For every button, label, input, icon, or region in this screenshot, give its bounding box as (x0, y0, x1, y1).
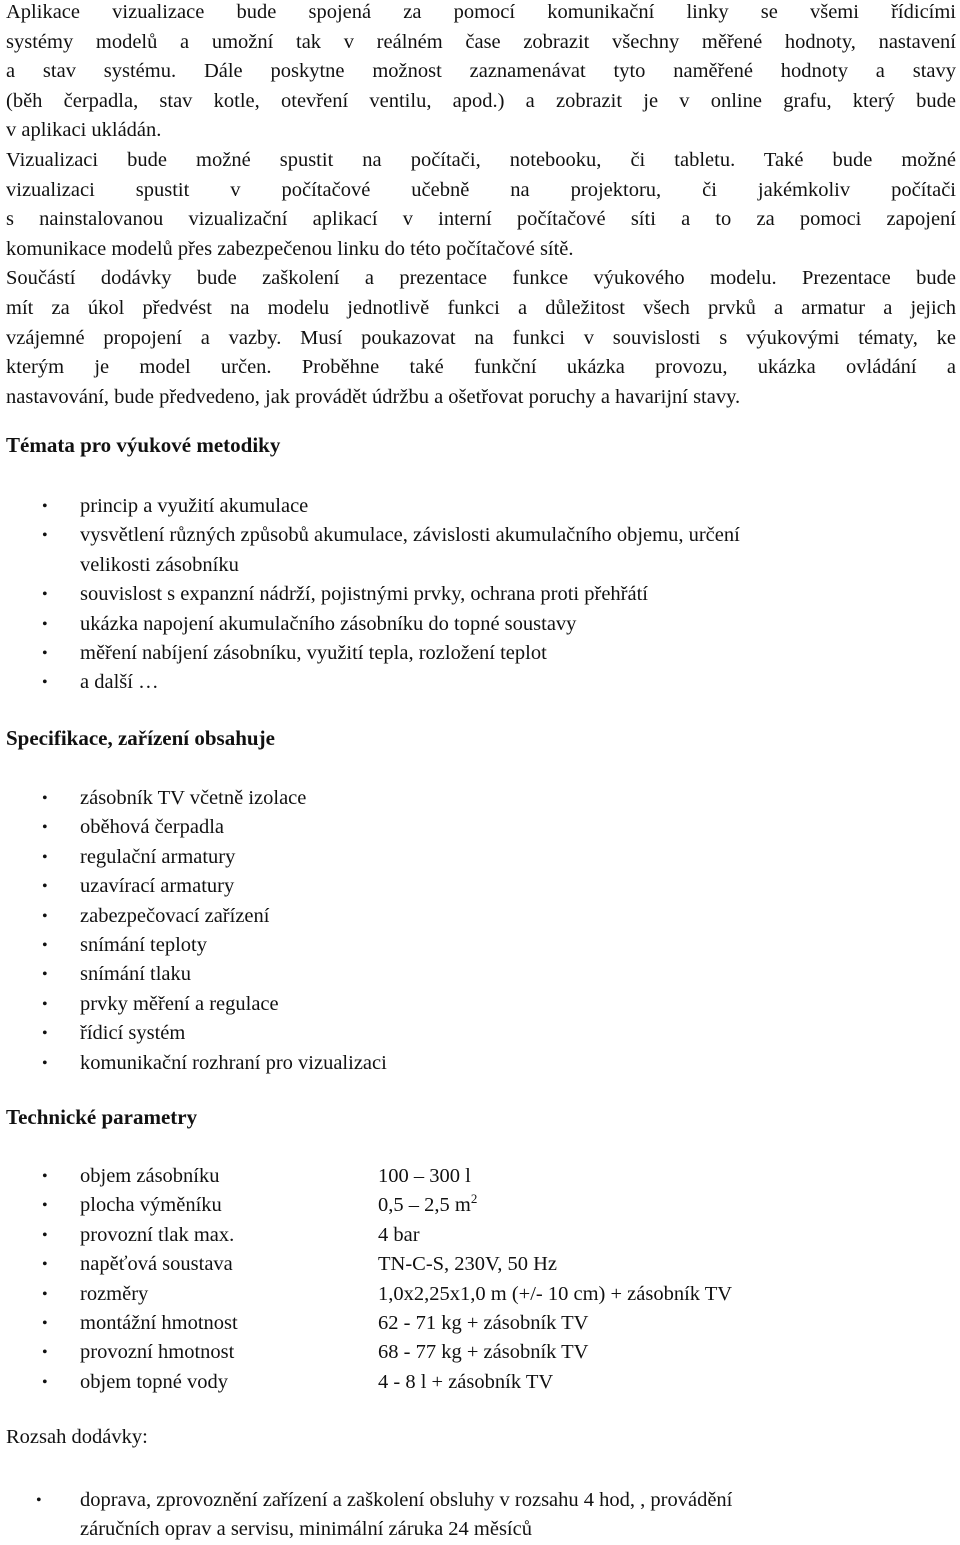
param-value: 4 - 8 l + zásobník TV (378, 1370, 554, 1393)
list-item-continuation: záručních oprav a servisu, minimální záruka 24 měsíců (80, 1518, 532, 1541)
param-value: 68 - 77 kg + zásobník TV (378, 1341, 589, 1364)
list-item: • oběhová čerpadla (6, 813, 956, 842)
bullet-icon: • (42, 907, 48, 925)
bullet-icon: • (42, 995, 48, 1013)
bullet-icon: • (42, 527, 48, 545)
bullet-icon: • (42, 790, 48, 807)
text-line: kterým je model určen. Proběhne také funkční ukázka provozu, ukázka ovládání a (6, 356, 956, 379)
param-label: plocha výměníku (80, 1194, 222, 1217)
list-item: • doprava, zprovoznění zařízení a zaškolení obsluhy v rozsahu 4 hod, , provádění (6, 1486, 956, 1515)
param-label: provozní tlak max. (80, 1223, 235, 1246)
bullet-icon: • (42, 1256, 48, 1274)
text-line: vzájemné propojení a vazby. Musí poukazovat na funkci v souvislosti s výukovými tématy, ke (6, 326, 956, 349)
param-value: TN-C-S, 230V, 50 Hz (378, 1253, 557, 1276)
param-row (6, 1162, 956, 1191)
param-label: napěťová soustava (80, 1253, 233, 1276)
param-row (6, 1191, 956, 1220)
list-item: • regulační armatury (6, 843, 956, 872)
bullet-icon: • (42, 674, 48, 692)
bullet-icon: • (42, 498, 48, 515)
param-value: 100 – 300 l (378, 1165, 471, 1187)
bullet-icon: • (42, 966, 48, 984)
rozsah-list (6, 1486, 956, 1545)
bullet-icon: • (42, 1197, 48, 1215)
bullet-icon: • (42, 1226, 48, 1244)
bullet-icon: • (42, 1315, 48, 1333)
text-line: mít za úkol předvést na modelu jednotlivě funkci a důležitost všech prvků a armatur a jejich (6, 296, 956, 319)
list-item-continuation: velikosti zásobníku (80, 553, 239, 576)
param-superscript: 2 (470, 1191, 478, 1207)
bullet-icon: • (42, 878, 48, 896)
text-line: Vizualizaci bude možné spustit na počítači, notebooku, či tabletu. Také bude možné (6, 148, 956, 171)
list-item: • souvislost s expanzní nádrží, pojistnými prvky, ochrana proti přehřátí (6, 580, 956, 609)
param-label: provozní hmotnost (80, 1341, 235, 1364)
section-heading-specifikace: Specifikace, zařízení obsahuje (6, 726, 275, 750)
list-item: • měření nabíjení zásobníku, využití tepla, rozložení teplot (6, 639, 956, 668)
list-item: • snímání teploty (6, 931, 956, 960)
bullet-icon: • (42, 1168, 48, 1185)
list-item: • komunikační rozhraní pro vizualizaci (6, 1049, 956, 1078)
list-item: • a další … (6, 668, 956, 697)
bullet-icon: • (42, 1054, 48, 1072)
param-row (6, 1338, 956, 1367)
list-item: • ukázka napojení akumulačního zásobníku do topné soustavy (6, 610, 956, 639)
param-row (6, 1280, 956, 1309)
param-value: 1,0x2,25x1,0 m (+/- 10 cm) + zásobník TV (378, 1282, 733, 1305)
bullet-icon: • (42, 615, 48, 633)
text-line: nastavování, bude předvedeno, jak provádět údržbu a ošetřovat poruchy a havarijní stavy. (6, 385, 741, 408)
text-line: Součástí dodávky bude zaškolení a prezentace funkce výukového modelu. Prezentace bude (6, 267, 956, 290)
list-item: • snímání tlaku (6, 960, 956, 989)
param-label: rozměry (80, 1282, 149, 1305)
bullet-icon: • (36, 1492, 42, 1509)
bullet-icon: • (42, 1285, 48, 1303)
parametry-list (6, 1162, 956, 1397)
list-item: • princip a využití akumulace (6, 492, 956, 521)
bullet-icon: • (42, 848, 48, 866)
specifikace-list (6, 784, 956, 1078)
text-line: komunikace modelů přes zabezpečenou linku do této počítačové sítě. (6, 237, 574, 260)
param-value: 4 bar (378, 1223, 420, 1246)
param-row (6, 1221, 956, 1250)
bullet-icon: • (42, 937, 48, 955)
text-line: vizualizaci spustit v počítačové učebně na projektoru, či jakémkoliv počítači (6, 178, 956, 201)
param-row (6, 1250, 956, 1279)
bullet-icon: • (42, 819, 48, 837)
text-line: s nainstalovanou vizualizační aplikací v interní počítačové síti a to za pomoci zapojení (6, 208, 956, 231)
section-heading-temata: Témata pro výukové metodiky (6, 433, 281, 457)
text-line: (běh čerpadla, stav kotle, otevření ventilu, apod.) a zobrazit je v online grafu, který bude (6, 89, 956, 112)
section-heading-rozsah: Rozsah dodávky: (6, 1426, 148, 1448)
bullet-icon: • (42, 586, 48, 604)
param-value: 0,5 – 2,5 m (378, 1194, 471, 1217)
list-item: • zásobník TV včetně izolace (6, 784, 956, 813)
list-item: • řídicí systém (6, 1019, 956, 1048)
param-label: montážní hmotnost (80, 1312, 238, 1335)
bullet-icon: • (42, 1373, 48, 1391)
list-item: • vysvětlení různých způsobů akumulace, závislosti akumulačního objemu, určení (6, 521, 956, 550)
text-line: Aplikace vizualizace bude spojená za pomocí komunikační linky se všemi řídicími (6, 1, 956, 23)
text-line: v aplikaci ukládán. (6, 119, 162, 142)
param-label: objem topné vody (80, 1370, 229, 1393)
param-value: 62 - 71 kg + zásobník TV (378, 1312, 589, 1335)
bullet-icon: • (42, 1344, 48, 1362)
intro-paragraph (6, 0, 956, 412)
param-label: objem zásobníku (80, 1165, 220, 1187)
section-heading-parametry: Technické parametry (6, 1105, 198, 1129)
bullet-icon: • (42, 645, 48, 663)
list-item: • zabezpečovací zařízení (6, 902, 956, 931)
list-item: • prvky měření a regulace (6, 990, 956, 1019)
text-line: systémy modelů a umožní tak v reálném čase zobrazit všechny měřené hodnoty, nastavení (6, 30, 956, 53)
param-row (6, 1309, 956, 1338)
list-item: • uzavírací armatury (6, 872, 956, 901)
param-row (6, 1368, 956, 1397)
bullet-icon: • (42, 1025, 48, 1043)
temata-list (6, 492, 956, 698)
text-line: a stav systému. Dále poskytne možnost zaznamenávat tyto naměřené hodnoty a stavy (6, 60, 956, 83)
